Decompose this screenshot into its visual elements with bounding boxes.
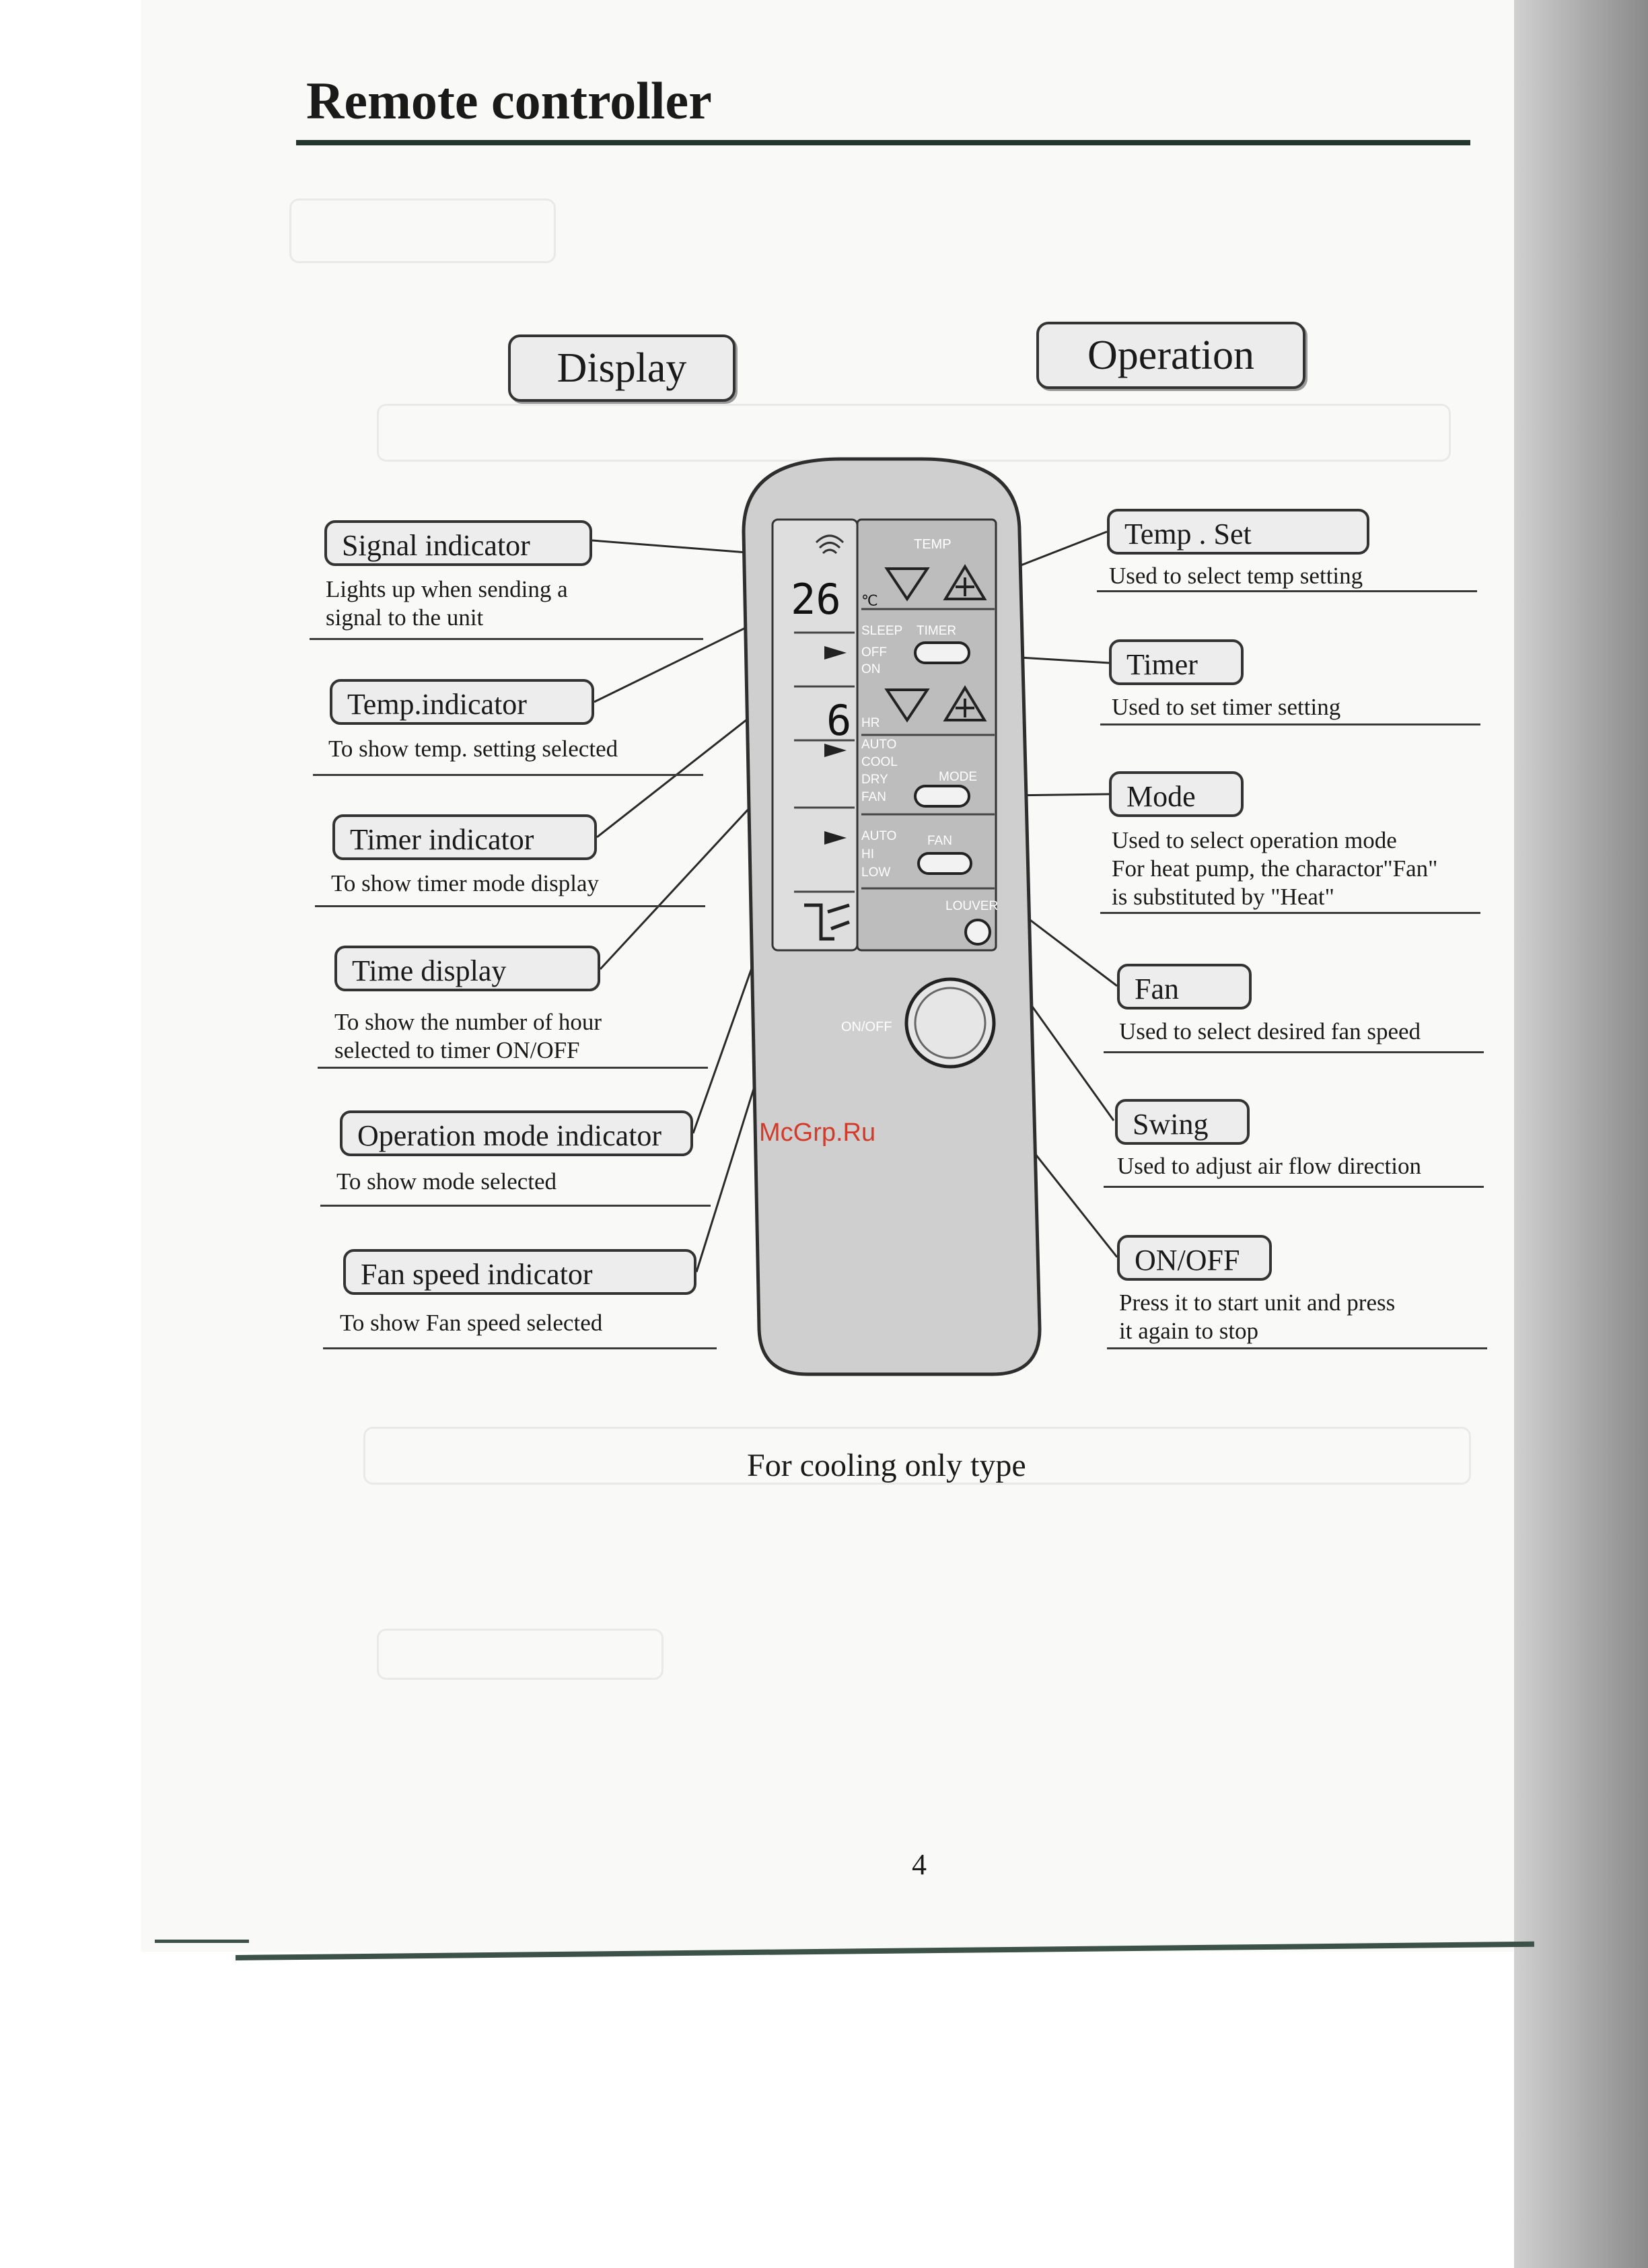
on-label: ON	[861, 662, 881, 676]
diagram-caption: For cooling only type	[747, 1448, 1026, 1483]
fan-desc: Used to select desired fan speed	[1119, 1018, 1421, 1044]
mode-label-box: Mode	[1109, 771, 1244, 817]
timer-label: TIMER	[917, 624, 957, 638]
hour-digit: 6	[826, 696, 852, 745]
temp-indicator-desc: To show temp. setting selected	[328, 736, 618, 762]
louver-button	[966, 920, 990, 944]
divider-rule	[1100, 912, 1480, 914]
swing-desc: Used to adjust air flow direction	[1117, 1153, 1421, 1179]
fan-mode-label: FAN	[861, 790, 886, 804]
temp-digits: 26	[791, 575, 841, 624]
fan-speed-indicator-label: Fan speed indicator	[343, 1249, 696, 1295]
watermark-text: McGrp.Ru	[759, 1119, 876, 1147]
onoff-desc: Press it to start unit and press it again to stop	[1119, 1289, 1396, 1344]
onoff-label: ON/OFF	[841, 1020, 892, 1034]
timer-indicator-label: Timer indicator	[332, 814, 597, 860]
page-number: 4	[912, 1848, 927, 1881]
signal-indicator-desc: Lights up when sending a signal to the unit	[326, 576, 568, 631]
fan-auto-label: AUTO	[861, 829, 897, 843]
divider-rule	[318, 1067, 708, 1069]
auto-label: AUTO	[861, 738, 897, 752]
swing-label-box: Swing	[1115, 1099, 1250, 1145]
divider-rule	[1100, 723, 1480, 725]
divider-rule	[315, 905, 705, 907]
timer-button	[915, 643, 969, 663]
dry-label: DRY	[861, 773, 888, 787]
celsius-label: ℃	[861, 593, 878, 610]
low-label: LOW	[861, 865, 891, 880]
operation-mode-indicator-desc: To show mode selected	[336, 1168, 557, 1195]
temp-set-label: Temp . Set	[1107, 509, 1369, 555]
operation-heading: Operation	[1036, 322, 1305, 389]
page-title: Remote controller	[306, 71, 712, 130]
timer-label-box: Timer	[1109, 639, 1244, 685]
onoff-label-box: ON/OFF	[1117, 1235, 1272, 1281]
mode-button	[915, 786, 969, 806]
timer-desc: Used to set timer setting	[1112, 694, 1341, 720]
divider-rule	[1107, 1347, 1487, 1349]
signal-indicator-label: Signal indicator	[324, 520, 592, 566]
louver-label: LOUVER	[945, 899, 999, 913]
onoff-button	[906, 979, 994, 1067]
divider-rule	[320, 1205, 711, 1207]
mode-desc: Used to select operation mode For heat pump, the charactor"Fan" is substituted by "Heat"	[1112, 827, 1438, 910]
cool-label: COOL	[861, 755, 898, 769]
time-display-desc: To show the number of hour selected to timer ON/OFF	[334, 1009, 602, 1063]
display-heading: Display	[508, 334, 736, 402]
hi-label: HI	[861, 847, 874, 861]
divider-rule	[323, 1347, 717, 1349]
operation-mode-indicator-label: Operation mode indicator	[340, 1110, 693, 1156]
fan-speed-indicator-desc: To show Fan speed selected	[340, 1310, 603, 1336]
sleep-label: SLEEP	[861, 624, 903, 638]
temp-label: TEMP	[914, 537, 952, 552]
mode-label: MODE	[939, 770, 977, 784]
off-label: OFF	[861, 645, 887, 660]
temp-indicator-label: Temp.indicator	[330, 679, 594, 725]
divider-rule	[1104, 1051, 1484, 1053]
temp-set-desc: Used to select temp setting	[1109, 563, 1363, 589]
fan-label-box: Fan	[1117, 964, 1252, 1009]
divider-rule	[310, 638, 703, 640]
time-display-label: Time display	[334, 946, 600, 991]
fan-btn-label: FAN	[927, 834, 952, 848]
divider-rule	[1097, 590, 1477, 592]
hr-label: HR	[861, 716, 880, 730]
divider-rule	[1104, 1186, 1484, 1188]
fan-button	[919, 853, 971, 874]
timer-indicator-desc: To show timer mode display	[331, 870, 600, 896]
divider-rule	[313, 774, 703, 776]
